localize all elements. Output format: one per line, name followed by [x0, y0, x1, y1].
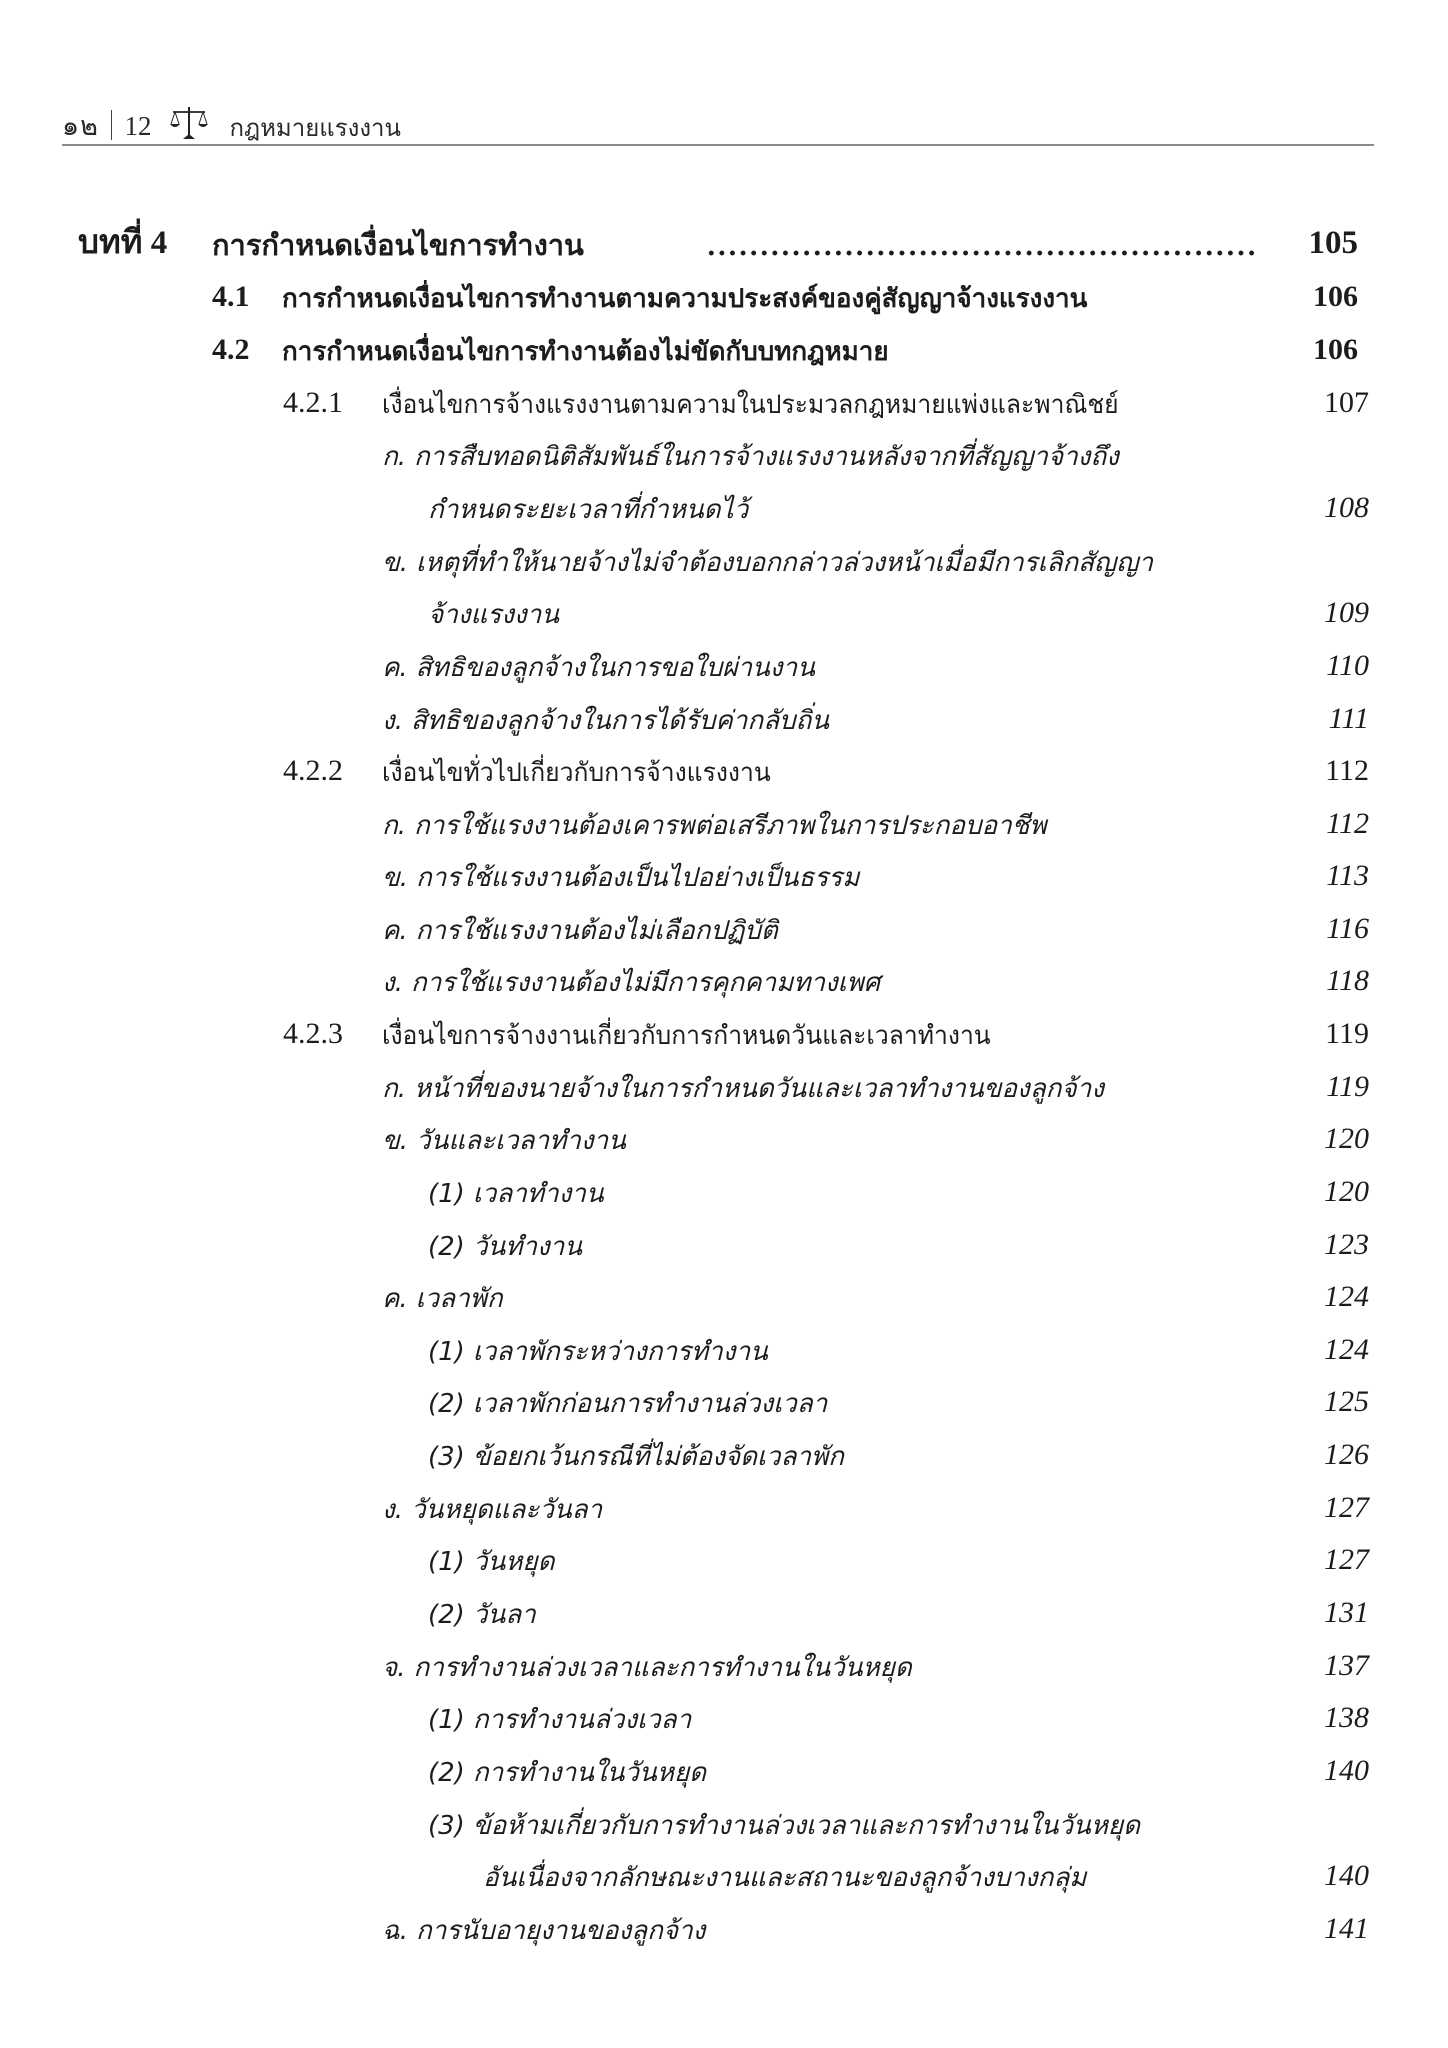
item-title	[382, 1286, 503, 1312]
subitem-title	[428, 1707, 691, 1733]
subitem-page: 123	[1324, 1228, 1369, 1261]
subitem-text: วันทำงาน	[472, 1232, 583, 1262]
subitem-page: 131	[1324, 1596, 1369, 1629]
toc-item-row[interactable]	[0, 791, 1448, 839]
subitem-label: (3)	[428, 1442, 465, 1472]
item-page: 141	[1324, 1912, 1369, 1945]
item-label: ง.	[382, 968, 403, 998]
section-number: 4.1	[212, 280, 250, 313]
item-title	[382, 1076, 1104, 1102]
subitem-title	[428, 1391, 827, 1417]
subitem-page: 127	[1324, 1543, 1369, 1576]
toc-subitem-row[interactable]	[0, 1580, 1448, 1628]
subsection-title: เงื่อนไขทั่วไปเกี่ยวกับการจ้างแรงงาน	[382, 758, 771, 788]
item-label: ง.	[382, 1495, 403, 1525]
item-page: 120	[1324, 1122, 1369, 1155]
toc-item-row[interactable]	[0, 948, 1448, 996]
toc-item-row[interactable]	[0, 896, 1448, 944]
subitem-page: 140	[1324, 1754, 1369, 1787]
toc-subsection-row[interactable]	[0, 370, 1448, 418]
subitem-page: 126	[1324, 1438, 1369, 1471]
toc-section-row[interactable]	[0, 264, 1448, 312]
subitem-label: (2)	[428, 1600, 465, 1630]
page-number-arabic: 12	[124, 111, 152, 141]
item-text: วันและเวลาทำงาน	[416, 1126, 626, 1156]
item-label: ข.	[382, 863, 409, 893]
subitem-title-line2: อันเนื่องจากลักษณะงานและสถานะของลูกจ้างบางกลุ่ม	[483, 1863, 1087, 1893]
item-title	[382, 708, 829, 734]
item-text: การใช้แรงงานต้องเป็นไปอย่างเป็นธรรม	[416, 863, 860, 893]
toc-item-row[interactable]	[0, 1106, 1448, 1154]
toc-subitem-row[interactable]	[0, 1791, 1448, 1839]
item-text: วันหยุดและวันลา	[410, 1495, 603, 1525]
item-text: สิทธิของลูกจ้างในการได้รับค่ากลับถิ่น	[410, 706, 830, 736]
item-title-line1: เหตุที่ทำให้นายจ้างไม่จำต้องบอกกล่าวล่วงหน้าเมื่อมีการเลิกสัญญา	[416, 548, 1153, 578]
item-label: ค.	[382, 916, 408, 946]
subitem-page: 140	[1324, 1859, 1369, 1892]
item-page: 113	[1326, 859, 1369, 892]
item-page: 112	[1326, 807, 1369, 840]
toc-subitem-row[interactable]	[0, 1212, 1448, 1260]
subsection-title: เงื่อนไขการจ้างแรงงานตามความในประมวลกฎหมายแพ่งและพาณิชย์	[382, 390, 1119, 420]
item-text: หน้าที่ของนายจ้างในการกำหนดวันและเวลาทำงานของลูกจ้าง	[414, 1074, 1104, 1104]
toc-item-row[interactable]	[0, 1896, 1448, 1944]
subsection-page: 119	[1325, 1017, 1369, 1050]
item-page: 127	[1324, 1491, 1369, 1524]
scales-of-justice-icon	[169, 106, 209, 140]
toc-item-row[interactable]	[0, 1054, 1448, 1102]
item-title	[382, 918, 778, 944]
item-label: ข.	[382, 1126, 409, 1156]
toc-item-row-continued[interactable]	[0, 475, 1448, 523]
subitem-label: (1)	[428, 1179, 465, 1209]
item-page: 137	[1324, 1649, 1369, 1682]
subitem-text: การทำงานล่วงเวลา	[472, 1705, 692, 1735]
item-title-line1: การสืบทอดนิติสัมพันธ์ในการจ้างแรงงานหลังจากที่สัญญาจ้างถึง	[414, 442, 1119, 472]
toc-subitem-row[interactable]	[0, 1317, 1448, 1365]
item-text: การทำงานล่วงเวลาและการทำงานในวันหยุด	[413, 1653, 912, 1683]
subitem-title	[428, 1234, 582, 1260]
subsection-number: 4.2.2	[283, 754, 343, 787]
item-title	[382, 1497, 602, 1523]
item-page: 118	[1326, 964, 1369, 997]
subitem-text: เวลาทำงาน	[472, 1179, 604, 1209]
subitem-label: (2)	[428, 1389, 465, 1419]
toc-item-row[interactable]	[0, 1633, 1448, 1681]
item-page: 119	[1326, 1070, 1369, 1103]
item-title	[382, 970, 880, 996]
item-label: ง.	[382, 706, 403, 736]
item-title-line2: กำหนดระยะเวลาที่กำหนดไว้	[428, 495, 749, 525]
item-text: สิทธิของลูกจ้างในการขอใบผ่านงาน	[415, 653, 815, 683]
toc-subitem-row-continued[interactable]	[0, 1843, 1448, 1891]
subitem-title	[428, 1813, 1140, 1839]
chapter-label: บทที่ 4	[78, 225, 168, 261]
section-title: การกำหนดเงื่อนไขการทำงานต้องไม่ขัดกับบทกฎหมาย	[282, 337, 889, 367]
subitem-text: เวลาพักก่อนการทำงานล่วงเวลา	[472, 1389, 828, 1419]
subitem-label: (3)	[428, 1811, 465, 1841]
subitem-title	[428, 1760, 706, 1786]
subitem-text: การทำงานในวันหยุด	[472, 1758, 707, 1788]
subitem-label: (1)	[428, 1547, 465, 1577]
item-label: จ.	[382, 1653, 406, 1683]
toc-subitem-row[interactable]	[0, 1369, 1448, 1417]
subsection-number: 4.2.3	[283, 1017, 343, 1050]
toc-item-row[interactable]	[0, 686, 1448, 734]
book-title: กฎหมายแรงงาน	[229, 114, 401, 142]
item-label: ฉ.	[382, 1916, 408, 1946]
item-title	[382, 550, 1153, 576]
toc-subitem-row[interactable]	[0, 1422, 1448, 1470]
item-page: 110	[1326, 649, 1369, 682]
toc-item-row[interactable]	[0, 843, 1448, 891]
chapter-title: การกำหนดเงื่อนไขการทำงาน	[212, 228, 584, 262]
subitem-page: 125	[1324, 1385, 1369, 1418]
subitem-text: วันหยุด	[472, 1547, 555, 1577]
subitem-text: เวลาพักระหว่างการทำงาน	[472, 1337, 768, 1367]
toc-subitem-row[interactable]	[0, 1738, 1448, 1786]
item-title	[382, 1128, 626, 1154]
subitem-title	[428, 1549, 554, 1575]
toc-subsection-row[interactable]	[0, 738, 1448, 786]
section-number: 4.2	[212, 333, 250, 366]
section-page: 106	[1313, 333, 1358, 366]
toc-subitem-row[interactable]	[0, 1159, 1448, 1207]
toc-subitem-row[interactable]	[0, 1685, 1448, 1733]
item-page: 109	[1324, 596, 1369, 629]
item-text: การใช้แรงงานต้องไม่มีการคุกคามทางเพศ	[410, 968, 881, 998]
item-title-line2: จ้างแรงงาน	[428, 600, 560, 630]
subsection-number: 4.2.1	[283, 386, 343, 419]
subitem-title	[428, 1444, 844, 1470]
item-label: ค.	[382, 1284, 408, 1314]
item-title	[382, 444, 1119, 470]
subitem-label: (1)	[428, 1337, 465, 1367]
subitem-label: (1)	[428, 1705, 465, 1735]
item-page: 124	[1324, 1280, 1369, 1313]
subitem-text: ข้อยกเว้นกรณีที่ไม่ต้องจัดเวลาพัก	[472, 1442, 844, 1472]
item-label: ก.	[382, 442, 407, 472]
toc-item-row[interactable]	[0, 633, 1448, 681]
item-page: 111	[1328, 702, 1369, 735]
item-title	[382, 655, 815, 681]
item-page: 116	[1326, 912, 1369, 945]
subitem-page: 124	[1324, 1333, 1369, 1366]
item-title	[382, 1655, 912, 1681]
item-text: การใช้แรงงานต้องเคารพต่อเสรีภาพในการประกอบอาชีพ	[414, 811, 1047, 841]
subitem-text: วันลา	[472, 1600, 536, 1630]
item-text: การใช้แรงงานต้องไม่เลือกปฏิบัติ	[415, 916, 778, 946]
subitem-title	[428, 1339, 768, 1365]
subitem-label: (2)	[428, 1232, 465, 1262]
dot-leader	[706, 250, 1258, 256]
subitem-page: 120	[1324, 1175, 1369, 1208]
item-label: ก.	[382, 811, 407, 841]
toc-item-row-continued[interactable]	[0, 580, 1448, 628]
toc-item-row[interactable]	[0, 1264, 1448, 1312]
toc-item-row[interactable]	[0, 528, 1448, 576]
toc-section-row[interactable]	[0, 317, 1448, 365]
item-text: การนับอายุงานของลูกจ้าง	[415, 1916, 706, 1946]
subsection-title: เงื่อนไขการจ้างงานเกี่ยวกับการกำหนดวันและเวลาทำงาน	[382, 1021, 991, 1051]
item-label: ก.	[382, 1074, 407, 1104]
subitem-title	[428, 1602, 536, 1628]
section-title: การกำหนดเงื่อนไขการทำงานตามความประสงค์ของคู่สัญญาจ้างแรงงาน	[282, 284, 1088, 314]
item-title	[382, 1918, 705, 1944]
subitem-label: (2)	[428, 1758, 465, 1788]
subitem-page: 138	[1324, 1701, 1369, 1734]
subsection-page: 112	[1325, 754, 1369, 787]
subsection-page: 107	[1324, 386, 1369, 419]
toc-item-row[interactable]	[0, 422, 1448, 470]
section-page: 106	[1313, 280, 1358, 313]
item-title	[382, 865, 859, 891]
page-number-thai: ๑๒	[62, 111, 99, 141]
chapter-page: 105	[1308, 225, 1358, 261]
item-label: ข.	[382, 548, 409, 578]
header-divider	[111, 110, 113, 140]
toc-subsection-row[interactable]	[0, 1001, 1448, 1049]
toc-subitem-row[interactable]	[0, 1527, 1448, 1575]
subitem-title	[428, 1181, 604, 1207]
item-text: เวลาพัก	[415, 1284, 503, 1314]
item-page: 108	[1324, 491, 1369, 524]
page-header	[62, 102, 1374, 146]
toc-item-row[interactable]	[0, 1475, 1448, 1523]
toc-chapter-row[interactable]	[0, 212, 1448, 260]
item-label: ค.	[382, 653, 408, 683]
subitem-text-line1: ข้อห้ามเกี่ยวกับการทำงานล่วงเวลาและการทำงานในวันหยุด	[472, 1811, 1141, 1841]
item-title	[382, 813, 1047, 839]
